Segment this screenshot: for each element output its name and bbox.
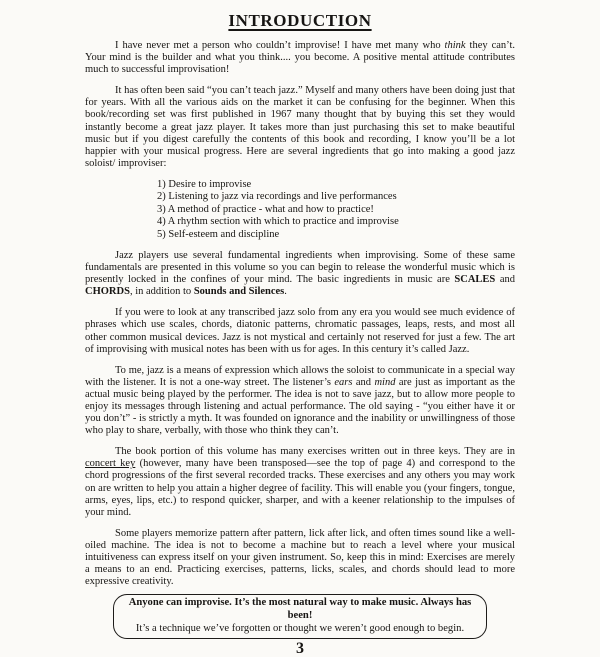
paragraph-1	[85, 40, 515, 76]
text-run-underline: concert key	[85, 458, 136, 470]
text-run: To me, jazz is a means of expression which allows the soloist to communicate in a special way with the listener. It is not a one-way street. The listener’s	[85, 364, 515, 388]
paragraph-4: If you were to look at any transcribed jazz solo from any era you would see much evidence of phrases which use scales, chords, diatonic patterns, chromatic passages, leaps, rests, and most all other common musical devices. Jazz is not mystical and certainly not reserved for just a few. The art of improvising with musical notes has been with us for ages. In this century it’s called Jazz.	[85, 307, 515, 355]
quote-box-line-2: It’s a technique we’ve forgotten or thought we weren’t good enough to begin.	[135, 622, 465, 634]
text-run: and	[352, 376, 375, 388]
page-title-text: INTRODUCTION	[228, 11, 372, 30]
list-item-4: 4) A rhythm section with which to practice and improvise	[157, 216, 399, 228]
text-run: , in addition to	[129, 286, 194, 298]
text-run-bold: SCALES	[454, 274, 496, 286]
list-item-1: 1) Desire to improvise	[157, 178, 252, 190]
text-run-italic: ears	[334, 376, 353, 388]
paragraph-3	[85, 250, 515, 298]
text-run: Jazz players use several fundamental ingredients when improvising. Some of these same fundamentals are presented in this volume so you can begin to release the wonderful music which is presently locked in the confines of your mind. The basic ingredients in music are	[85, 249, 515, 286]
text-run-italic: mind	[374, 376, 396, 388]
text-run: and	[495, 274, 515, 286]
list-item-2: 2) Listening to jazz via recordings and live performances	[157, 191, 397, 203]
ingredients-list	[157, 179, 515, 241]
page-title	[0, 11, 600, 31]
paragraph-6	[85, 446, 515, 519]
paragraph-7: Some players memorize pattern after pattern, lick after lick, and often times sound like a well-oiled machine. The idea is not to become a machine but to reach a level where your musical intuitiveness can express itself on your given instrument. So, keep this in mind: Exercises are merely a means to an end. Practicing exercises, patterns, licks, scales, and chords should lead to more expressive creativity.	[85, 527, 515, 588]
text-run-bold: CHORDS	[85, 286, 130, 298]
text-run: The book portion of this volume has many exercises written out in three keys. They are in	[115, 446, 515, 458]
text-run: are just as important as the actual music being played by the performer. The idea is not to save jazz, but to allow more people to enjoy its messages through listening and actual performance. The old saying - “you either have it or you don’t” - is strictly a myth. It was founded on ignorance and the inability or unwillingness of those who play to share, verbally, with those who think they can’t.	[85, 376, 516, 437]
quote-box-line-1: Anyone can improvise. It’s the most natural way to make music. Always has been!	[128, 597, 472, 621]
text-run-italic: think	[444, 40, 466, 51]
paragraph-2: It has often been said “you can’t teach jazz.” Myself and many others have been doing just that for years. With all the various aids on the market it can be confusing for the beginner. When this book/recording set was first published in 1967 many thought that by buying this set they would instantly become a great jazz player. It takes more than just purchasing this set to make beautiful music but if you digest carefully the contents of this book and recording, I know you’ll be a lot happier with your musical progress. Here are several ingredients that go into making a good jazz soloist/ improviser:	[85, 85, 515, 169]
page-content	[85, 40, 515, 588]
quote-box	[113, 594, 487, 639]
text-run: they can’t. Your mind is the builder and what you think.... you become. A positive mental attitude contributes much to successful improvisation!	[85, 40, 515, 76]
page-number: 3	[296, 640, 304, 657]
paragraph-5	[85, 365, 515, 438]
list-item-5: 5) Self-esteem and discipline	[157, 228, 280, 240]
list-item-3: 3) A method of practice - what and how to practice!	[157, 203, 374, 215]
text-run: (however, many have been transposed—see the top of page 4) and correspond to the chord progressions of the first several recorded tracks. These exercises and any others you may work on are written to help you attain a higher degree of facility. This will enable you (your fingers, tongue, arms, eyes, lips, etc.) to respond quicker, sharper, and with a keener relationship to the impulses of your mind.	[85, 458, 516, 518]
text-run: .	[284, 286, 287, 298]
text-run-bold: Sounds and Silences	[193, 286, 285, 298]
text-run: I have never met a person who couldn’t improvise! I have met many who	[115, 40, 445, 51]
